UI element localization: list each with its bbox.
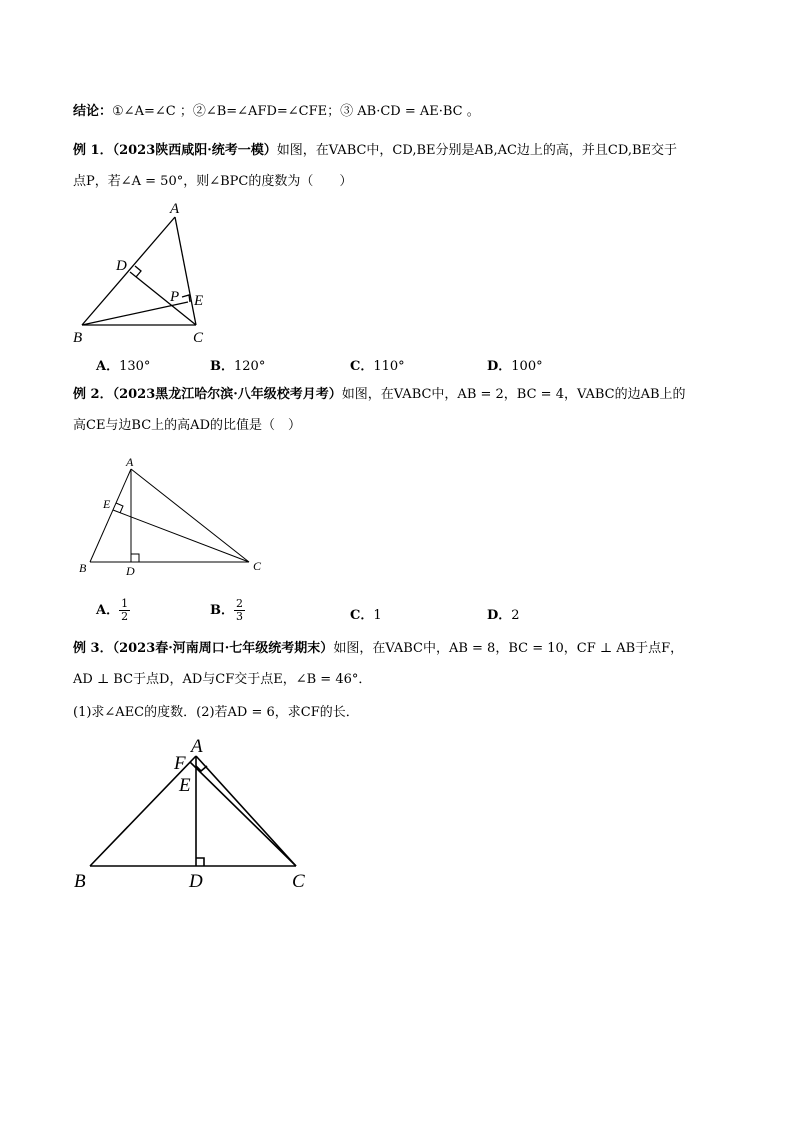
ex2-label-b: B xyxy=(79,561,87,575)
ex2-label-e: E xyxy=(103,497,111,511)
ex3-label-a: A xyxy=(191,736,203,757)
ex2-option-b[interactable]: B． $\frac{2}{3}$ xyxy=(210,597,243,623)
ex1-altitude-be xyxy=(82,302,188,325)
ex1-label-c: C xyxy=(193,330,204,346)
ex2-side-ab xyxy=(90,469,131,562)
ex2-side-ac xyxy=(131,469,249,562)
conclusion-label: 结论： xyxy=(73,104,113,119)
ex3-label: 例 3． xyxy=(73,641,113,656)
ex1-label: 例 1． xyxy=(73,143,113,158)
ex1-options xyxy=(96,355,696,375)
ex1-line-1 xyxy=(73,142,677,160)
conclusion-item-1: ①∠A=∠C ； xyxy=(112,104,193,119)
ex3-right-angle-f xyxy=(196,766,207,771)
ex2-text-1: 如图，在VABC中，AB = 2，BC = 4，VABC的边AB上的 xyxy=(341,387,686,402)
ex2-text-2: 高CE与边BC上的高AD的比值是（ ） xyxy=(73,418,301,433)
ex2-line-2 xyxy=(73,417,301,435)
ex1-label-a: A xyxy=(170,201,180,217)
conclusion-item-2: ②∠B=∠AFD=∠CFE； xyxy=(192,104,341,119)
ex2-label-d: D xyxy=(126,564,135,578)
ex2-right-angle-d xyxy=(131,554,139,562)
ex1-option-a[interactable]: A．130° xyxy=(96,359,151,374)
ex2-option-b-fraction: $\frac{2}{3}$ xyxy=(236,597,243,623)
ex3-label-b: B xyxy=(74,871,86,892)
ex3-side-ac xyxy=(196,756,296,866)
ex3-text-2: AD ⊥ BC于点D，AD与CF交于点E，∠B = 46°． xyxy=(73,672,372,687)
ex1-line-2 xyxy=(73,173,352,191)
ex3-side-ab xyxy=(90,756,196,866)
ex3-line-2 xyxy=(73,671,371,689)
ex2-option-a[interactable]: A． $\frac{1}{2}$ xyxy=(96,597,129,623)
ex2-option-a-fraction: $\frac{1}{2}$ xyxy=(121,597,129,623)
ex2-option-d[interactable]: D．2 xyxy=(487,608,520,623)
ex1-text-2: 点P，若∠A = 50°，则∠BPC的度数为（ ） xyxy=(73,174,353,189)
ex2-source: （2023黑龙江哈尔滨·八年级校考月考） xyxy=(112,387,342,402)
ex1-label-p: P xyxy=(170,289,180,305)
conclusion-item-3: ③ AB·CD = AE·BC 。 xyxy=(340,104,480,119)
ex3-source: （2023春·河南周口·七年级统考期末） xyxy=(112,641,334,656)
ex2-line-1 xyxy=(73,386,686,404)
ex3-altitude-cf xyxy=(190,762,296,866)
ex3-text-3: (1)求∠AEC的度数．(2)若AD = 6，求CF的长． xyxy=(73,705,359,720)
ex1-label-b: B xyxy=(73,330,83,346)
ex1-side-ab xyxy=(82,217,175,325)
ex3-label-e: E xyxy=(179,775,191,796)
ex1-text-1: 如图，在VABC中，CD,BE分别是AB,AC边上的高，并且CD,BE交于 xyxy=(276,143,678,158)
ex1-option-d[interactable]: D．100° xyxy=(487,359,543,374)
ex3-label-d: D xyxy=(189,871,203,892)
ex2-option-c[interactable]: C．1 xyxy=(350,608,382,623)
ex3-right-angle-d xyxy=(196,858,204,866)
ex1-altitude-cd xyxy=(130,272,196,325)
ex2-label-a: A xyxy=(126,455,134,469)
ex1-option-b[interactable]: B．120° xyxy=(210,359,266,374)
ex3-line-3 xyxy=(73,704,359,722)
ex3-label-f: F xyxy=(174,753,186,774)
conclusion-line xyxy=(73,103,480,121)
ex2-label: 例 2． xyxy=(73,387,113,402)
ex2-right-angle-e xyxy=(116,503,123,513)
ex2-label-c: C xyxy=(253,559,262,573)
ex1-label-d: D xyxy=(116,258,127,274)
ex3-label-c: C xyxy=(292,871,305,892)
ex1-option-c[interactable]: C．110° xyxy=(350,359,405,374)
ex1-label-e: E xyxy=(194,293,204,309)
ex3-line-1 xyxy=(73,640,683,658)
ex2-altitude-ce xyxy=(113,510,249,562)
ex1-right-angle-e xyxy=(182,295,190,302)
ex1-source: （2023陕西咸阳·统考一模） xyxy=(112,143,277,158)
ex3-text-1: 如图，在VABC中，AB = 8，BC = 10，CF ⊥ AB于点F， xyxy=(333,641,684,656)
ex1-side-ac xyxy=(175,217,196,325)
ex2-options xyxy=(96,598,696,626)
ex1-right-angle-d xyxy=(135,266,141,277)
